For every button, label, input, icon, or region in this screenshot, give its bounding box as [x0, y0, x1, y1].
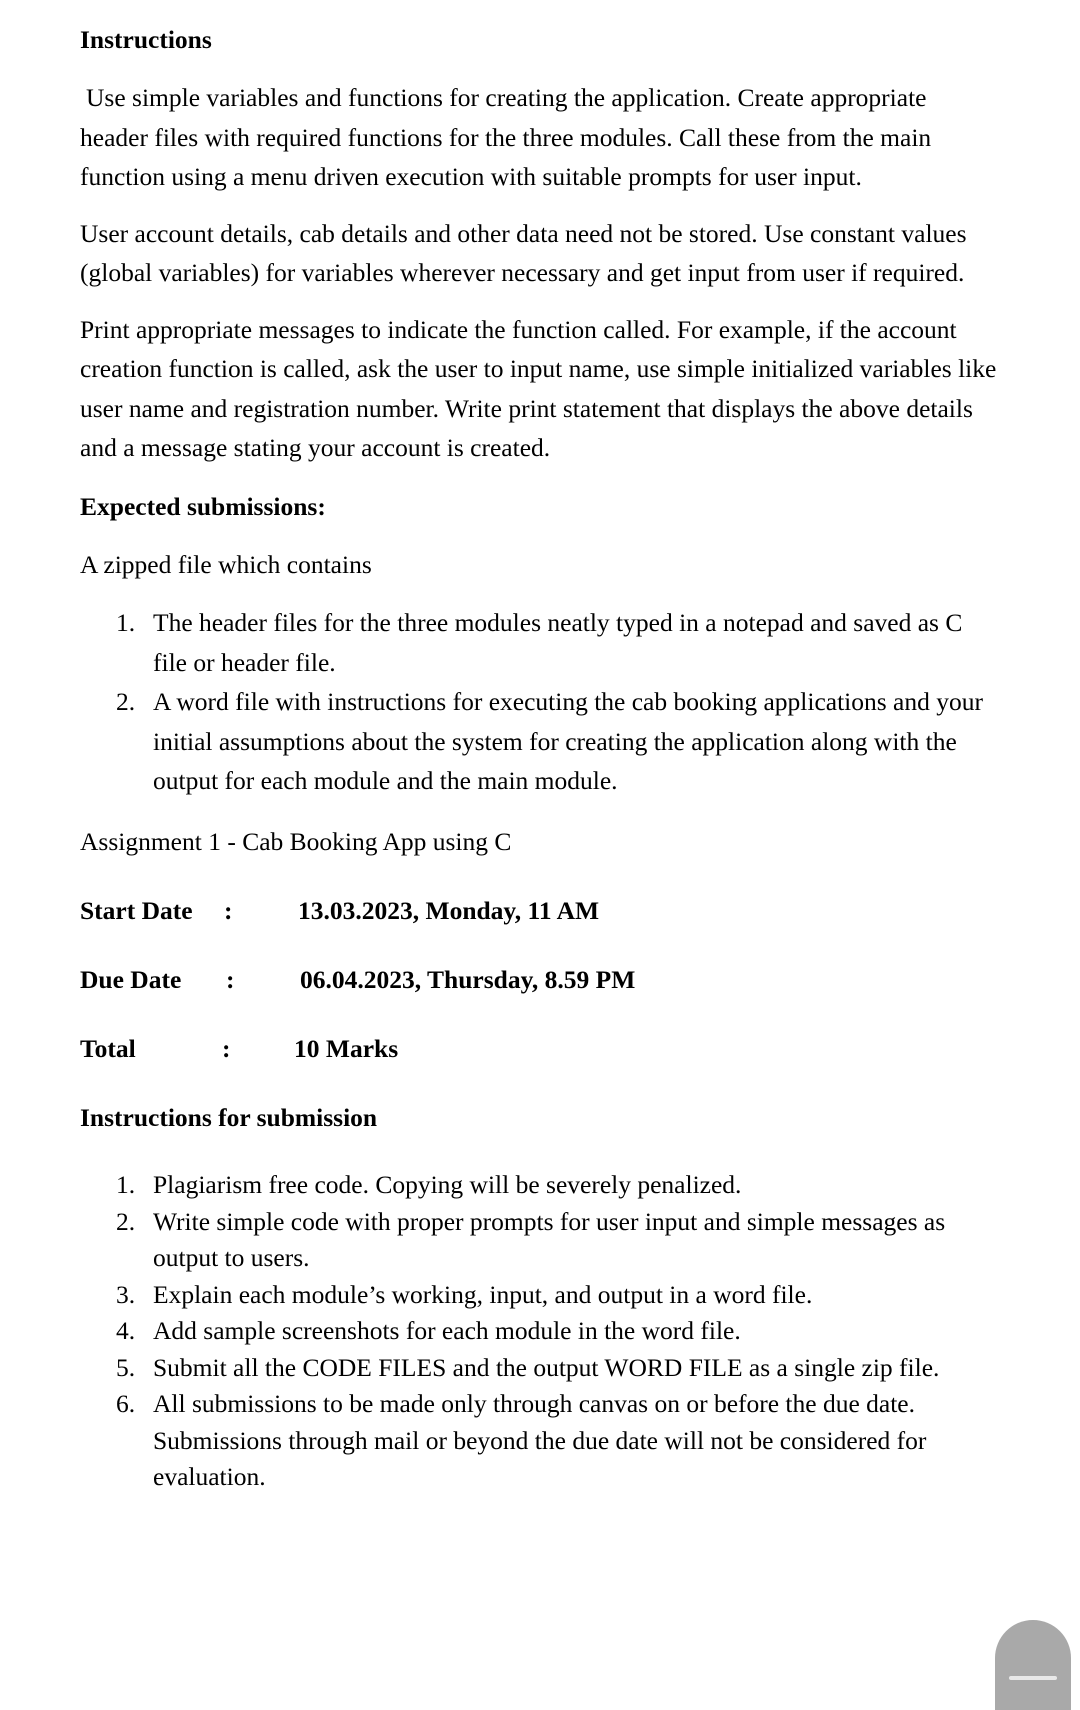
list-item	[80, 1386, 1000, 1496]
list-item	[80, 1277, 1000, 1314]
zipped-file-intro: A zipped file which contains	[80, 549, 372, 579]
scroll-handle-button[interactable]	[995, 1620, 1071, 1710]
list-item-text: Add sample screenshots for each module in the word file.	[153, 1316, 741, 1345]
due-date-label: Due Date	[80, 965, 182, 994]
due-date-separator: :	[226, 965, 235, 994]
list-number: 6.	[116, 1389, 136, 1418]
scroll-handle-icon	[1009, 1676, 1057, 1680]
list-number: 3.	[116, 1279, 136, 1309]
instructions-paragraph-3: Print appropriate messages to indicate the function called. For example, if the account creation function is called, ask the user to input name, use simple initialized variables like user name and registration number. Write print statement that displays the above details and a message stating your account is created.	[80, 314, 997, 462]
list-item	[80, 1350, 1000, 1387]
list-number: 5.	[116, 1352, 136, 1382]
list-item-text: Submit all the CODE FILES and the output WORD FILE as a single zip file.	[153, 1352, 940, 1382]
instructions-paragraph-1: Use simple variables and functions for creating the application. Create appropriate header files with required functions for the three modules. Call these from the main function using a menu driven execution with suitable prompts for user input.	[80, 83, 932, 191]
list-item-text: Plagiarism free code. Copying will be severely penalized.	[153, 1170, 742, 1199]
assignment-title: Assignment 1 - Cab Booking App using C	[80, 826, 512, 856]
submission-instructions-heading: Instructions for submission	[80, 1103, 378, 1132]
list-item-text: A word file with instructions for executing the cab booking applications and your initial assumptions about the system for creating the application along with the output for each module and the main module.	[153, 687, 983, 795]
document-page	[80, 20, 1000, 1496]
list-item	[80, 1313, 1000, 1350]
expected-submissions-heading: Expected submissions:	[80, 491, 326, 521]
list-item	[80, 603, 1000, 682]
instructions-paragraph-2: User account details, cab details and other data need not be stored. Use constant values (global variables) for variables wherever necessary and get input from user if required.	[80, 218, 967, 287]
list-item-text: All submissions to be made only through canvas on or before the due date. Submissions through mail or beyond the due date will not be considered for evaluation.	[153, 1389, 927, 1491]
list-number: 4.	[116, 1316, 136, 1345]
list-number: 1.	[116, 608, 136, 637]
due-date-row	[80, 960, 1000, 1000]
start-date-label: Start Date	[80, 896, 193, 925]
list-item	[80, 1167, 1000, 1204]
list-item-text: Explain each module’s working, input, and output in a word file.	[153, 1279, 813, 1309]
list-number: 2.	[116, 687, 136, 716]
total-value: 10 Marks	[294, 1034, 399, 1063]
list-item	[80, 1204, 1000, 1277]
start-date-separator: :	[224, 896, 233, 925]
instructions-heading: Instructions	[80, 25, 212, 54]
expected-submissions-list	[80, 603, 1000, 801]
due-date-value: 06.04.2023, Thursday, 8.59 PM	[300, 965, 636, 994]
list-item-text: The header files for the three modules neatly typed in a notepad and saved as C file or header file.	[153, 608, 963, 677]
total-separator: :	[222, 1034, 231, 1063]
list-number: 1.	[116, 1170, 136, 1199]
total-marks-row	[80, 1029, 1000, 1069]
total-label: Total	[80, 1034, 136, 1063]
list-number: 2.	[116, 1206, 136, 1236]
start-date-value: 13.03.2023, Monday, 11 AM	[298, 896, 600, 925]
submission-instructions-list	[80, 1167, 1000, 1496]
start-date-row	[80, 891, 1000, 931]
list-item	[80, 682, 1000, 801]
list-item-text: Write simple code with proper prompts for user input and simple messages as output to users.	[153, 1206, 946, 1272]
